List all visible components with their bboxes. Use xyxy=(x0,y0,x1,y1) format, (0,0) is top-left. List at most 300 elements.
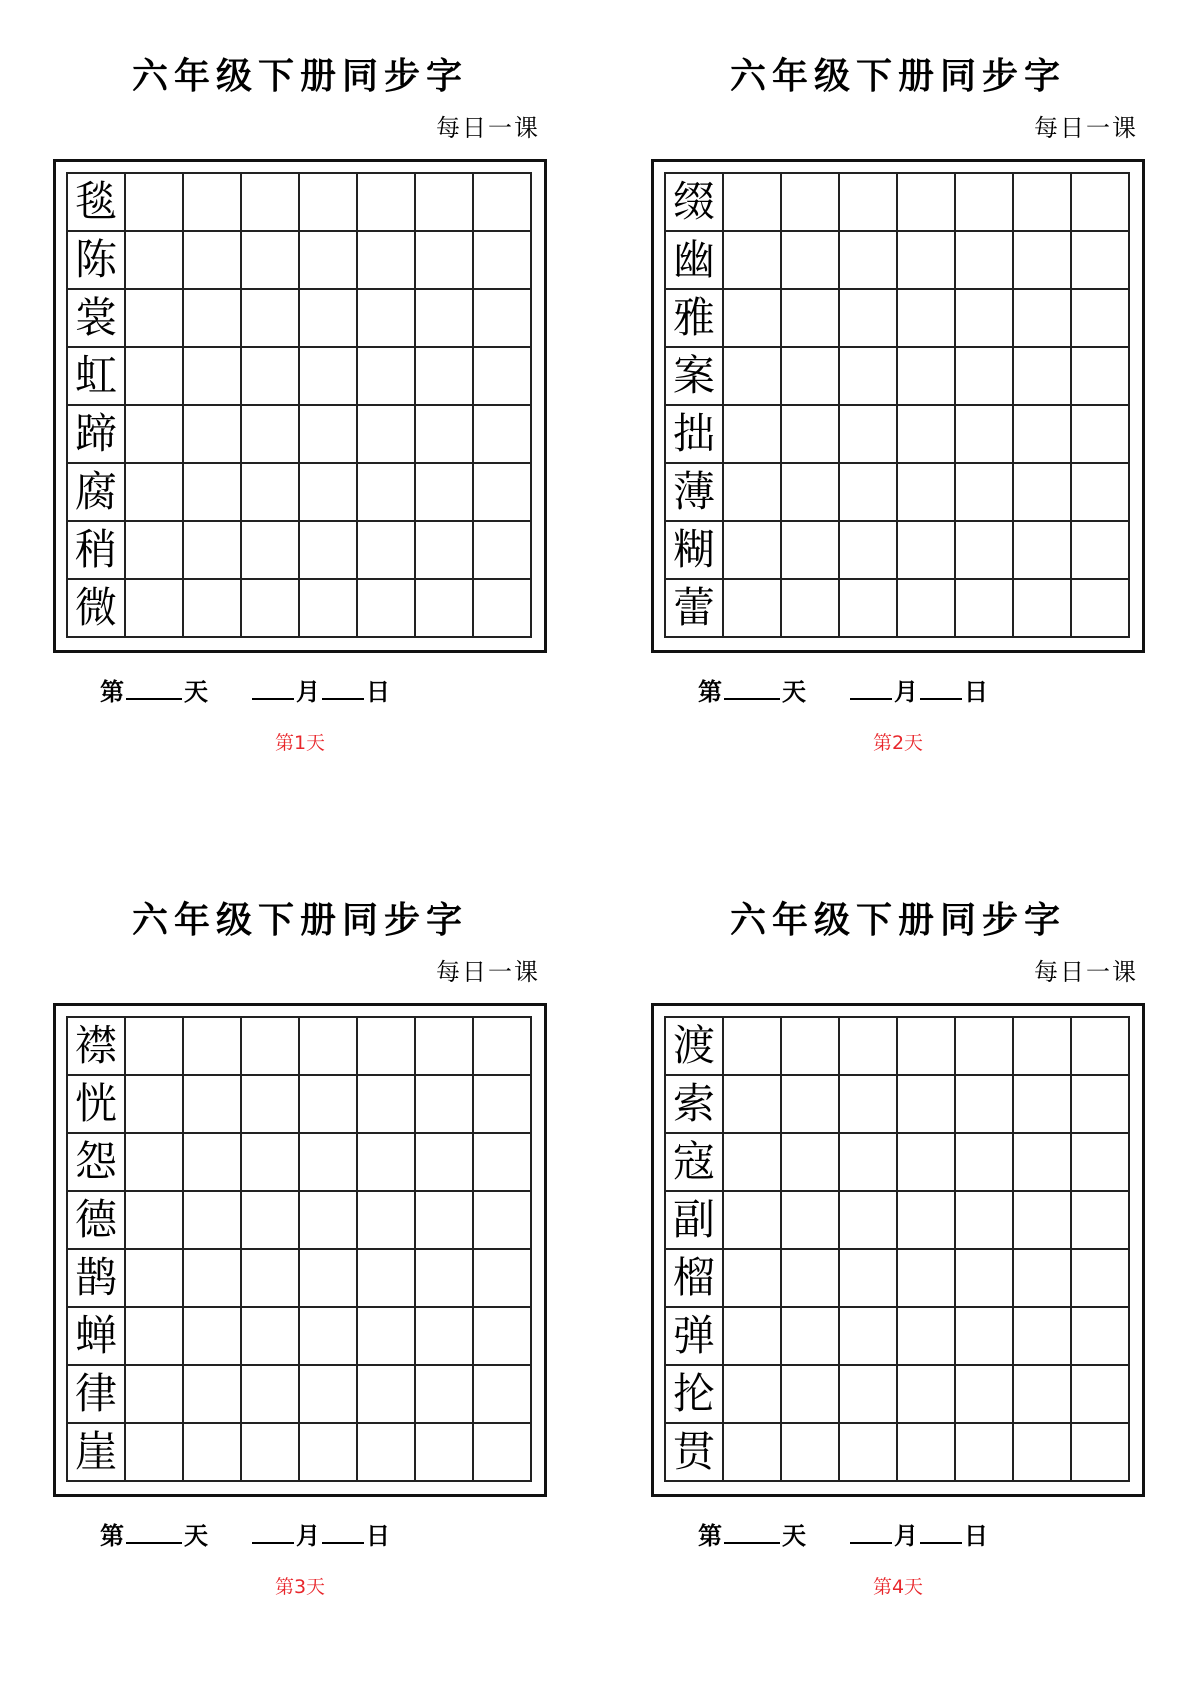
practice-cell[interactable] xyxy=(1014,522,1072,580)
practice-cell[interactable] xyxy=(300,1366,358,1424)
model-character-cell: 鹊 xyxy=(68,1250,126,1308)
practice-cell[interactable] xyxy=(724,348,782,406)
practice-cell[interactable] xyxy=(782,1308,840,1366)
practice-cell[interactable] xyxy=(184,1192,242,1250)
practice-cell[interactable] xyxy=(126,1424,184,1482)
practice-cell[interactable] xyxy=(242,290,300,348)
practice-cell[interactable] xyxy=(782,522,840,580)
practice-cell[interactable] xyxy=(474,1366,532,1424)
practice-cell[interactable] xyxy=(474,1308,532,1366)
practice-cell[interactable] xyxy=(782,1366,840,1424)
practice-cell[interactable] xyxy=(358,1366,416,1424)
practice-cell[interactable] xyxy=(358,1424,416,1482)
practice-cell[interactable] xyxy=(782,580,840,638)
practice-cell[interactable] xyxy=(126,348,184,406)
date-line xyxy=(100,672,500,707)
practice-cell[interactable] xyxy=(184,522,242,580)
practice-cell[interactable] xyxy=(782,232,840,290)
model-character-cell: 榴 xyxy=(666,1250,724,1308)
practice-cell[interactable] xyxy=(184,1250,242,1308)
practice-cell[interactable] xyxy=(1014,1134,1072,1192)
practice-cell[interactable] xyxy=(358,464,416,522)
practice-cell[interactable] xyxy=(300,348,358,406)
practice-cell[interactable] xyxy=(898,406,956,464)
practice-cell[interactable] xyxy=(956,1424,1014,1482)
practice-cell[interactable] xyxy=(782,174,840,232)
practice-cell[interactable] xyxy=(416,1250,474,1308)
practice-cell[interactable] xyxy=(358,174,416,232)
practice-cell[interactable] xyxy=(898,232,956,290)
date-blank[interactable] xyxy=(322,696,364,700)
practice-cell[interactable] xyxy=(242,1076,300,1134)
month-unit: 月 xyxy=(894,677,918,706)
date-unit: 日 xyxy=(964,677,988,706)
practice-cell[interactable] xyxy=(724,1308,782,1366)
practice-cell[interactable] xyxy=(126,1366,184,1424)
practice-cell[interactable] xyxy=(840,522,898,580)
practice-cell[interactable] xyxy=(1072,1018,1130,1076)
model-character-cell: 德 xyxy=(68,1192,126,1250)
practice-cell[interactable] xyxy=(1072,580,1130,638)
practice-cell[interactable] xyxy=(898,1076,956,1134)
date-unit: 日 xyxy=(964,1521,988,1550)
model-character-cell: 索 xyxy=(666,1076,724,1134)
month-blank[interactable] xyxy=(850,1540,892,1544)
model-character-cell: 腐 xyxy=(68,464,126,522)
practice-cell[interactable] xyxy=(840,348,898,406)
practice-cell[interactable] xyxy=(126,1134,184,1192)
practice-cell[interactable] xyxy=(782,1134,840,1192)
practice-cell[interactable] xyxy=(898,522,956,580)
practice-cell[interactable] xyxy=(1072,406,1130,464)
practice-panel-day-3 xyxy=(0,844,560,1604)
practice-cell[interactable] xyxy=(358,1192,416,1250)
practice-cell[interactable] xyxy=(300,1018,358,1076)
day-unit: 天 xyxy=(184,677,208,706)
practice-cell[interactable] xyxy=(358,290,416,348)
model-character-cell: 幽 xyxy=(666,232,724,290)
practice-cell[interactable] xyxy=(126,1308,184,1366)
practice-cell[interactable] xyxy=(416,1018,474,1076)
panel-subtitle: 每日一课 xyxy=(436,114,540,142)
practice-cell[interactable] xyxy=(724,1366,782,1424)
practice-cell[interactable] xyxy=(242,1134,300,1192)
practice-panel-day-1 xyxy=(0,0,560,760)
practice-cell[interactable] xyxy=(416,1076,474,1134)
practice-cell[interactable] xyxy=(474,406,532,464)
model-character-cell: 贯 xyxy=(666,1424,724,1482)
practice-cell[interactable] xyxy=(300,174,358,232)
practice-cell[interactable] xyxy=(126,1018,184,1076)
practice-cell[interactable] xyxy=(1014,580,1072,638)
practice-cell[interactable] xyxy=(184,1018,242,1076)
practice-cell[interactable] xyxy=(184,348,242,406)
grid-frame xyxy=(53,159,547,653)
practice-cell[interactable] xyxy=(184,174,242,232)
practice-cell[interactable] xyxy=(898,174,956,232)
practice-cell[interactable] xyxy=(126,580,184,638)
practice-cell[interactable] xyxy=(184,232,242,290)
model-character-cell: 缀 xyxy=(666,174,724,232)
month-unit: 月 xyxy=(894,1521,918,1550)
day-number-blank[interactable] xyxy=(724,696,780,700)
practice-cell[interactable] xyxy=(1014,464,1072,522)
practice-cell[interactable] xyxy=(956,174,1014,232)
practice-cell[interactable] xyxy=(126,1250,184,1308)
model-character-cell: 虹 xyxy=(68,348,126,406)
practice-cell[interactable] xyxy=(1014,1308,1072,1366)
model-character-cell: 崖 xyxy=(68,1424,126,1482)
practice-cell[interactable] xyxy=(724,290,782,348)
practice-cell[interactable] xyxy=(956,1076,1014,1134)
writing-grid xyxy=(664,172,1130,638)
practice-cell[interactable] xyxy=(724,1134,782,1192)
practice-cell[interactable] xyxy=(300,406,358,464)
practice-cell[interactable] xyxy=(898,464,956,522)
practice-cell[interactable] xyxy=(474,290,532,348)
practice-cell[interactable] xyxy=(300,1134,358,1192)
practice-cell[interactable] xyxy=(956,1134,1014,1192)
practice-cell[interactable] xyxy=(242,1192,300,1250)
practice-panel-day-4 xyxy=(598,844,1158,1604)
practice-cell[interactable] xyxy=(956,348,1014,406)
practice-cell[interactable] xyxy=(1014,174,1072,232)
practice-cell[interactable] xyxy=(416,580,474,638)
practice-cell[interactable] xyxy=(1072,464,1130,522)
practice-cell[interactable] xyxy=(898,1308,956,1366)
practice-cell[interactable] xyxy=(782,348,840,406)
day-unit: 天 xyxy=(184,1521,208,1550)
day-number-blank[interactable] xyxy=(126,1540,182,1544)
month-unit: 月 xyxy=(296,1521,320,1550)
grid-frame xyxy=(53,1003,547,1497)
practice-cell[interactable] xyxy=(416,464,474,522)
practice-cell[interactable] xyxy=(184,1134,242,1192)
practice-cell[interactable] xyxy=(474,1018,532,1076)
practice-cell[interactable] xyxy=(242,522,300,580)
practice-cell[interactable] xyxy=(300,1076,358,1134)
model-character-cell: 寇 xyxy=(666,1134,724,1192)
practice-cell[interactable] xyxy=(1072,1076,1130,1134)
practice-cell[interactable] xyxy=(1014,1192,1072,1250)
practice-cell[interactable] xyxy=(840,1018,898,1076)
practice-cell[interactable] xyxy=(782,1076,840,1134)
practice-cell[interactable] xyxy=(416,1366,474,1424)
practice-cell[interactable] xyxy=(724,406,782,464)
practice-cell[interactable] xyxy=(1072,1192,1130,1250)
practice-cell[interactable] xyxy=(474,1250,532,1308)
practice-cell[interactable] xyxy=(840,464,898,522)
writing-grid xyxy=(66,1016,532,1482)
practice-cell[interactable] xyxy=(242,1366,300,1424)
practice-cell[interactable] xyxy=(898,1250,956,1308)
practice-cell[interactable] xyxy=(242,1308,300,1366)
practice-cell[interactable] xyxy=(242,464,300,522)
practice-cell[interactable] xyxy=(358,580,416,638)
practice-cell[interactable] xyxy=(898,1192,956,1250)
practice-cell[interactable] xyxy=(126,174,184,232)
practice-cell[interactable] xyxy=(956,1308,1014,1366)
model-character-cell: 裳 xyxy=(68,290,126,348)
model-character-cell: 副 xyxy=(666,1192,724,1250)
panel-subtitle: 每日一课 xyxy=(1034,958,1138,986)
model-character-cell: 雅 xyxy=(666,290,724,348)
day-number-blank[interactable] xyxy=(724,1540,780,1544)
model-character-cell: 弹 xyxy=(666,1308,724,1366)
practice-cell[interactable] xyxy=(724,1192,782,1250)
month-unit: 月 xyxy=(296,677,320,706)
date-blank[interactable] xyxy=(920,696,962,700)
practice-cell[interactable] xyxy=(782,464,840,522)
practice-cell[interactable] xyxy=(956,464,1014,522)
panel-subtitle: 每日一课 xyxy=(436,958,540,986)
date-line xyxy=(698,672,1098,707)
practice-cell[interactable] xyxy=(242,406,300,464)
model-character-cell: 蝉 xyxy=(68,1308,126,1366)
practice-cell[interactable] xyxy=(1072,174,1130,232)
practice-cell[interactable] xyxy=(956,232,1014,290)
practice-cell[interactable] xyxy=(840,1134,898,1192)
model-character-cell: 抡 xyxy=(666,1366,724,1424)
practice-cell[interactable] xyxy=(358,1250,416,1308)
practice-cell[interactable] xyxy=(956,522,1014,580)
practice-cell[interactable] xyxy=(184,580,242,638)
practice-cell[interactable] xyxy=(126,232,184,290)
model-character-cell: 律 xyxy=(68,1366,126,1424)
model-character-cell: 陈 xyxy=(68,232,126,290)
model-character-cell: 襟 xyxy=(68,1018,126,1076)
practice-cell[interactable] xyxy=(898,348,956,406)
practice-cell[interactable] xyxy=(416,174,474,232)
practice-cell[interactable] xyxy=(898,580,956,638)
date-line xyxy=(698,1516,1098,1551)
practice-cell[interactable] xyxy=(898,1424,956,1482)
practice-cell[interactable] xyxy=(474,232,532,290)
practice-cell[interactable] xyxy=(126,406,184,464)
practice-cell[interactable] xyxy=(126,522,184,580)
practice-cell[interactable] xyxy=(1072,1134,1130,1192)
model-character-cell: 蕾 xyxy=(666,580,724,638)
practice-cell[interactable] xyxy=(300,522,358,580)
practice-cell[interactable] xyxy=(1072,1250,1130,1308)
practice-cell[interactable] xyxy=(242,1424,300,1482)
practice-cell[interactable] xyxy=(300,1250,358,1308)
practice-cell[interactable] xyxy=(724,522,782,580)
practice-cell[interactable] xyxy=(474,580,532,638)
practice-cell[interactable] xyxy=(840,1250,898,1308)
practice-cell[interactable] xyxy=(358,348,416,406)
practice-cell[interactable] xyxy=(416,348,474,406)
practice-cell[interactable] xyxy=(1014,1076,1072,1134)
month-blank[interactable] xyxy=(252,696,294,700)
practice-cell[interactable] xyxy=(724,1018,782,1076)
practice-cell[interactable] xyxy=(474,348,532,406)
date-unit: 日 xyxy=(366,677,390,706)
practice-cell[interactable] xyxy=(474,1424,532,1482)
practice-cell[interactable] xyxy=(184,406,242,464)
practice-cell[interactable] xyxy=(956,1250,1014,1308)
practice-cell[interactable] xyxy=(358,1076,416,1134)
practice-cell[interactable] xyxy=(1014,348,1072,406)
day-unit: 天 xyxy=(782,677,806,706)
practice-cell[interactable] xyxy=(474,464,532,522)
practice-cell[interactable] xyxy=(724,1250,782,1308)
day-number-blank[interactable] xyxy=(126,696,182,700)
practice-cell[interactable] xyxy=(1014,1018,1072,1076)
model-character-cell: 拙 xyxy=(666,406,724,464)
practice-cell[interactable] xyxy=(242,232,300,290)
practice-cell[interactable] xyxy=(1072,348,1130,406)
practice-cell[interactable] xyxy=(416,1192,474,1250)
practice-cell[interactable] xyxy=(840,1076,898,1134)
practice-cell[interactable] xyxy=(840,232,898,290)
practice-cell[interactable] xyxy=(358,1308,416,1366)
practice-cell[interactable] xyxy=(898,290,956,348)
practice-cell[interactable] xyxy=(898,1018,956,1076)
practice-cell[interactable] xyxy=(898,1134,956,1192)
practice-cell[interactable] xyxy=(416,522,474,580)
practice-cell[interactable] xyxy=(724,1424,782,1482)
practice-cell[interactable] xyxy=(126,1076,184,1134)
month-blank[interactable] xyxy=(252,1540,294,1544)
practice-cell[interactable] xyxy=(358,232,416,290)
model-character-cell: 薄 xyxy=(666,464,724,522)
date-blank[interactable] xyxy=(322,1540,364,1544)
practice-cell[interactable] xyxy=(956,1018,1014,1076)
practice-cell[interactable] xyxy=(782,1192,840,1250)
practice-cell[interactable] xyxy=(1072,1424,1130,1482)
practice-cell[interactable] xyxy=(840,290,898,348)
practice-cell[interactable] xyxy=(184,1366,242,1424)
practice-cell[interactable] xyxy=(300,1424,358,1482)
practice-cell[interactable] xyxy=(416,232,474,290)
writing-grid xyxy=(664,1016,1130,1482)
date-unit: 日 xyxy=(366,1521,390,1550)
panel-title: 六年级下册同步字 xyxy=(729,55,1066,97)
model-character-cell: 蹄 xyxy=(68,406,126,464)
practice-cell[interactable] xyxy=(184,1076,242,1134)
date-line xyxy=(100,1516,500,1551)
practice-cell[interactable] xyxy=(840,174,898,232)
practice-cell[interactable] xyxy=(184,464,242,522)
practice-cell[interactable] xyxy=(126,464,184,522)
practice-cell[interactable] xyxy=(242,348,300,406)
practice-cell[interactable] xyxy=(416,290,474,348)
practice-cell[interactable] xyxy=(1014,232,1072,290)
practice-cell[interactable] xyxy=(724,174,782,232)
day-prefix: 第 xyxy=(698,1521,722,1550)
day-label: 第2天 xyxy=(872,732,924,754)
practice-cell[interactable] xyxy=(416,1424,474,1482)
practice-cell[interactable] xyxy=(840,1424,898,1482)
model-character-cell: 怨 xyxy=(68,1134,126,1192)
practice-cell[interactable] xyxy=(416,1308,474,1366)
practice-cell[interactable] xyxy=(300,1308,358,1366)
model-character-cell: 渡 xyxy=(666,1018,724,1076)
practice-cell[interactable] xyxy=(1014,290,1072,348)
panel-title: 六年级下册同步字 xyxy=(131,899,468,941)
practice-cell[interactable] xyxy=(840,1366,898,1424)
practice-cell[interactable] xyxy=(1072,522,1130,580)
practice-cell[interactable] xyxy=(898,1366,956,1424)
practice-cell[interactable] xyxy=(956,290,1014,348)
practice-cell[interactable] xyxy=(242,580,300,638)
practice-cell[interactable] xyxy=(840,580,898,638)
practice-panel-day-2 xyxy=(598,0,1158,760)
practice-cell[interactable] xyxy=(300,1192,358,1250)
practice-cell[interactable] xyxy=(956,406,1014,464)
practice-cell[interactable] xyxy=(184,1424,242,1482)
practice-cell[interactable] xyxy=(242,1018,300,1076)
practice-cell[interactable] xyxy=(956,1192,1014,1250)
practice-cell[interactable] xyxy=(126,290,184,348)
practice-cell[interactable] xyxy=(358,1018,416,1076)
practice-cell[interactable] xyxy=(782,1424,840,1482)
practice-cell[interactable] xyxy=(126,1192,184,1250)
practice-cell[interactable] xyxy=(358,522,416,580)
practice-cell[interactable] xyxy=(300,232,358,290)
practice-cell[interactable] xyxy=(184,290,242,348)
day-prefix: 第 xyxy=(100,1521,124,1550)
practice-cell[interactable] xyxy=(956,580,1014,638)
practice-cell[interactable] xyxy=(782,1250,840,1308)
practice-cell[interactable] xyxy=(300,290,358,348)
practice-cell[interactable] xyxy=(1014,1366,1072,1424)
practice-cell[interactable] xyxy=(840,1308,898,1366)
practice-cell[interactable] xyxy=(1072,232,1130,290)
practice-cell[interactable] xyxy=(242,1250,300,1308)
practice-cell[interactable] xyxy=(300,580,358,638)
practice-cell[interactable] xyxy=(1072,1366,1130,1424)
model-character-cell: 微 xyxy=(68,580,126,638)
model-character-cell: 稍 xyxy=(68,522,126,580)
practice-cell[interactable] xyxy=(724,232,782,290)
practice-cell[interactable] xyxy=(840,1192,898,1250)
practice-cell[interactable] xyxy=(724,1076,782,1134)
practice-cell[interactable] xyxy=(840,406,898,464)
practice-cell[interactable] xyxy=(300,464,358,522)
practice-cell[interactable] xyxy=(474,1076,532,1134)
practice-cell[interactable] xyxy=(956,1366,1014,1424)
practice-cell[interactable] xyxy=(474,1134,532,1192)
writing-grid xyxy=(66,172,532,638)
practice-cell[interactable] xyxy=(474,1192,532,1250)
model-character-cell: 恍 xyxy=(68,1076,126,1134)
practice-cell[interactable] xyxy=(416,406,474,464)
practice-cell[interactable] xyxy=(474,522,532,580)
day-unit: 天 xyxy=(782,1521,806,1550)
practice-cell[interactable] xyxy=(782,1018,840,1076)
practice-cell[interactable] xyxy=(184,1308,242,1366)
practice-cell[interactable] xyxy=(358,1134,416,1192)
practice-cell[interactable] xyxy=(1014,1424,1072,1482)
practice-cell[interactable] xyxy=(242,174,300,232)
practice-cell[interactable] xyxy=(1014,1250,1072,1308)
practice-cell[interactable] xyxy=(782,406,840,464)
practice-cell[interactable] xyxy=(1014,406,1072,464)
practice-cell[interactable] xyxy=(724,464,782,522)
practice-cell[interactable] xyxy=(782,290,840,348)
practice-cell[interactable] xyxy=(416,1134,474,1192)
practice-cell[interactable] xyxy=(474,174,532,232)
practice-cell[interactable] xyxy=(1072,1308,1130,1366)
practice-cell[interactable] xyxy=(1072,290,1130,348)
month-blank[interactable] xyxy=(850,696,892,700)
practice-cell[interactable] xyxy=(724,580,782,638)
practice-cell[interactable] xyxy=(358,406,416,464)
date-blank[interactable] xyxy=(920,1540,962,1544)
panel-title: 六年级下册同步字 xyxy=(729,899,1066,941)
